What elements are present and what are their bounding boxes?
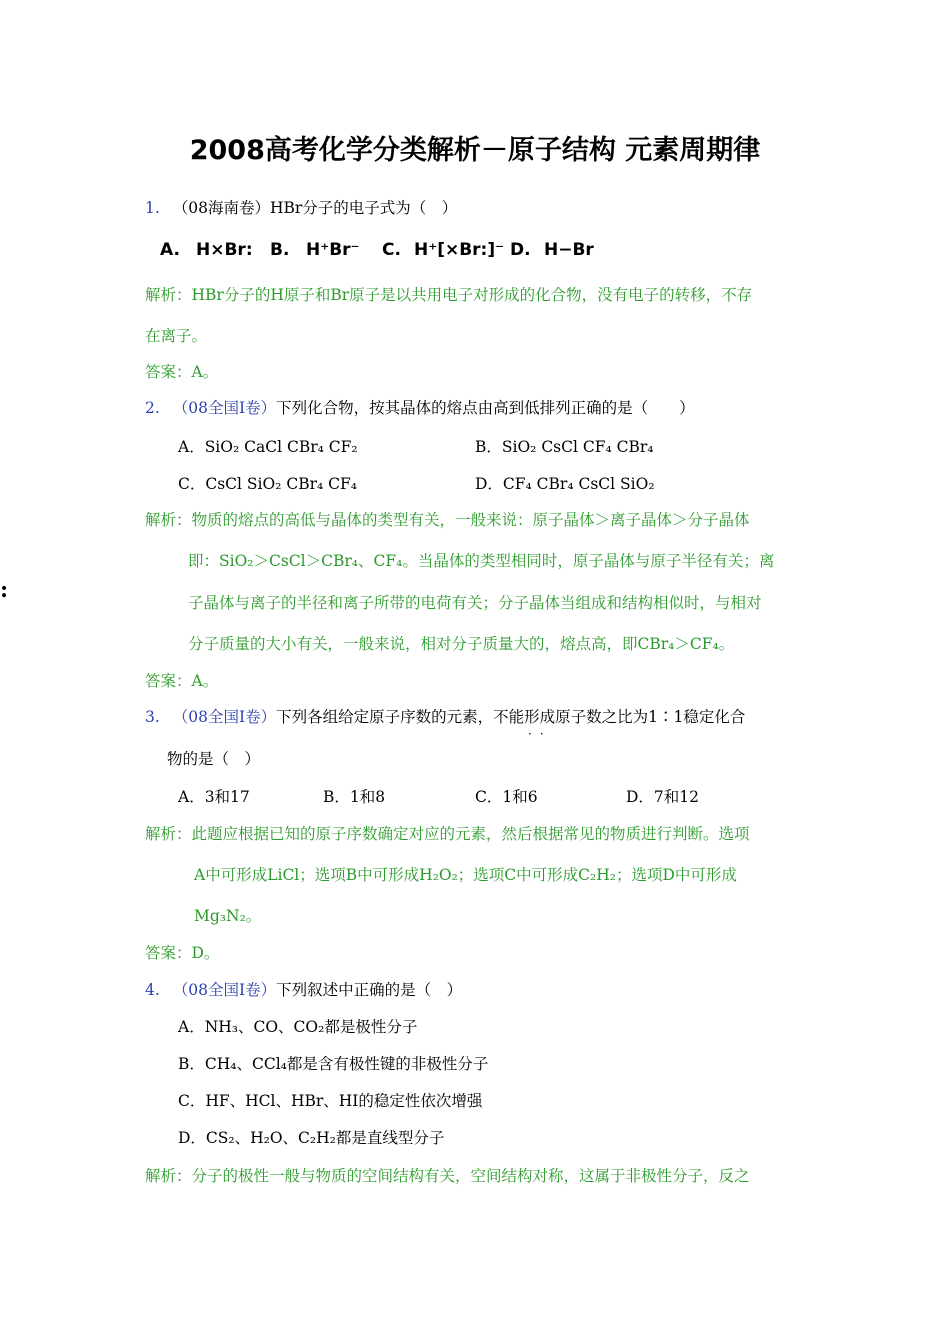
q2-option-a: A．SiO₂ CaCl CBr₄ CF₂ bbox=[178, 438, 358, 456]
q3-option-d: D．7和12 bbox=[626, 788, 700, 806]
q4-analysis-line-1: 解析：分子的极性一般与物质的空间结构有关，空间结构对称，这属于非极性分子，反之 bbox=[145, 1167, 750, 1185]
q4-option-a: A．NH₃、CO、CO₂都是极性分子 bbox=[178, 1018, 418, 1036]
q2-option-c: C．CsCl SiO₂ CBr₄ CF₄ bbox=[178, 475, 357, 493]
q3-stem-continued: 物的是（ ） bbox=[167, 750, 261, 768]
margin-mark: : bbox=[0, 577, 9, 603]
q2-option-d: D．CF₄ CBr₄ CsCl SiO₂ bbox=[475, 475, 655, 493]
question-4 bbox=[145, 980, 462, 1000]
question-stem: 下列化合物，按其晶体的熔点由高到低排列正确的是（ ） bbox=[276, 399, 695, 417]
question-3 bbox=[145, 707, 745, 727]
q1-analysis-line-1: 解析：HBr分子的H原子和Br原子是以共用电子对形成的化合物，没有电子的转移，不存 bbox=[145, 286, 753, 304]
q3-analysis-line-1: 解析：此题应根据已知的原子序数确定对应的元素，然后根据常见的物质进行判断。选项 bbox=[145, 825, 750, 843]
emphasis-dots: ·· bbox=[528, 727, 552, 741]
question-stem: 下列叙述中正确的是（ ） bbox=[276, 981, 463, 999]
option-c-formula: H⁺[×Br:]⁻ bbox=[414, 240, 505, 260]
question-number: 3. bbox=[145, 708, 160, 726]
question-source: （08全国Ⅰ卷） bbox=[172, 708, 277, 726]
q3-analysis-line-3: Mg₃N₂。 bbox=[194, 907, 262, 925]
option-a-formula: H×Br: bbox=[196, 240, 253, 260]
option-d-label: D. bbox=[510, 240, 531, 260]
option-c-label: C. bbox=[382, 240, 401, 260]
q3-answer: 答案：D。 bbox=[145, 944, 220, 962]
q4-option-c: C．HF、HCl、HBr、HI的稳定性依次增强 bbox=[178, 1092, 483, 1110]
q3-option-b: B．1和8 bbox=[323, 788, 386, 806]
q1-analysis-line-2: 在离子。 bbox=[145, 327, 208, 345]
q2-option-b: B．SiO₂ CsCl CF₄ CBr₄ bbox=[475, 438, 654, 456]
page-title: 2008高考化学分类解析－原子结构 元素周期律 bbox=[189, 135, 761, 166]
q1-answer: 答案：A。 bbox=[145, 363, 219, 381]
q4-option-d: D．CS₂、H₂O、C₂H₂都是直线型分子 bbox=[178, 1129, 445, 1147]
question-stem: HBr分子的电子式为（ ） bbox=[269, 199, 458, 217]
question-source: （08全国Ⅰ卷） bbox=[172, 399, 277, 417]
option-d-formula: H−Br bbox=[544, 240, 594, 260]
q4-option-b: B．CH₄、CCl₄都是含有极性键的非极性分子 bbox=[178, 1055, 489, 1073]
q2-analysis-line-1: 解析：物质的熔点的高低与晶体的类型有关，一般来说：原子晶体＞离子晶体＞分子晶体 bbox=[145, 511, 750, 529]
option-a-label: A. bbox=[160, 240, 180, 260]
question-number: 4. bbox=[145, 981, 160, 999]
question-number: 1. bbox=[145, 199, 160, 217]
q3-option-c: C．1和6 bbox=[475, 788, 538, 806]
q3-option-a: A．3和17 bbox=[178, 788, 250, 806]
q2-analysis-line-2: 即：SiO₂＞CsCl＞CBr₄、CF₄。当晶体的类型相同时，原子晶体与原子半径有关；离 bbox=[188, 552, 775, 570]
option-b-formula: H⁺Br⁻ bbox=[306, 240, 360, 260]
question-source: （08海南卷） bbox=[172, 199, 270, 217]
q3-analysis-line-2: A中可形成LiCl；选项B中可形成H₂O₂；选项C中可形成C₂H₂；选项D中可形成 bbox=[194, 866, 737, 884]
q2-analysis-line-4: 分子质量的大小有关，一般来说，相对分子质量大的，熔点高，即CBr₄＞CF₄。 bbox=[188, 635, 735, 653]
question-source: （08全国Ⅰ卷） bbox=[172, 981, 277, 999]
question-1 bbox=[145, 198, 457, 218]
question-number: 2. bbox=[145, 399, 160, 417]
q2-answer: 答案：A。 bbox=[145, 672, 219, 690]
option-b-label: B. bbox=[270, 240, 290, 260]
electron-formula-options bbox=[158, 234, 608, 270]
question-stem: 下列各组给定原子序数的元素，不能形成原子数之比为1∶1稳定化合 bbox=[276, 708, 746, 726]
question-2 bbox=[145, 398, 695, 418]
q2-analysis-line-3: 子晶体与离子的半径和离子所带的电荷有关；分子晶体当组成和结构相似时，与相对 bbox=[188, 594, 762, 612]
